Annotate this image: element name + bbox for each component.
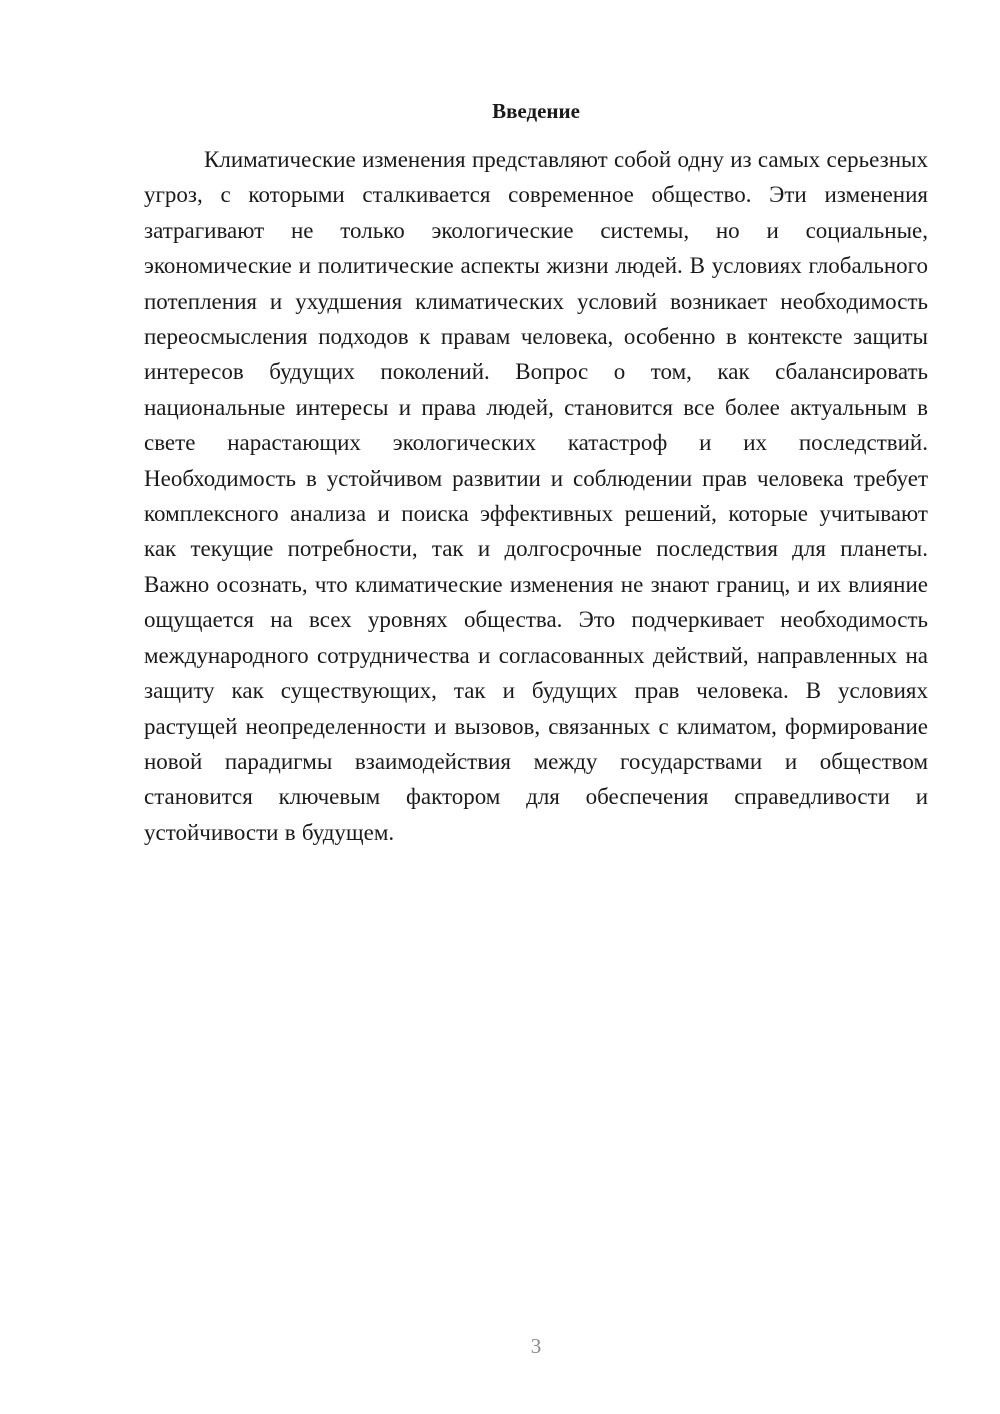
section-heading: Введение xyxy=(492,99,580,123)
page-number: 3 xyxy=(530,1334,542,1358)
body-paragraph: Климатические изменения представляют собой одну из самых серьезных угроз, с которыми сталкивается современное общество. Эти изменения затрагивают не только экологические системы, но и социальные, экономические и политические аспекты жизни людей. В условиях глобального потепления и ухудшения климатических условий возникает необходимость переосмысления подходов к правам человека, особенно в контексте защиты интересов будущих поколений. Вопрос о том, как сбалансировать национальные интересы и права людей, становится все более актуальным в свете нарастающих экологических катастроф и их последствий. Необходимость в устойчивом развитии и соблюдении прав человека требует комплексного анализа и поиска эффективных решений, которые учитывают как текущие потребности, так и долгосрочные последствия для планеты. Важно осознать, что климатические изменения не знают границ, и их влияние ощущается на всех уровнях общества. Это подчеркивает необходимость международного сотрудничества и согласованных действий, направленных на защиту как существующих, так и будущих прав человека. В условиях растущей неопределенности и вызовов, связанных с климатом, формирование новой парадигмы взаимодействия между государствами и обществом становится ключевым фактором для обеспечения справедливости и устойчивости в будущем. xyxy=(144,147,928,845)
